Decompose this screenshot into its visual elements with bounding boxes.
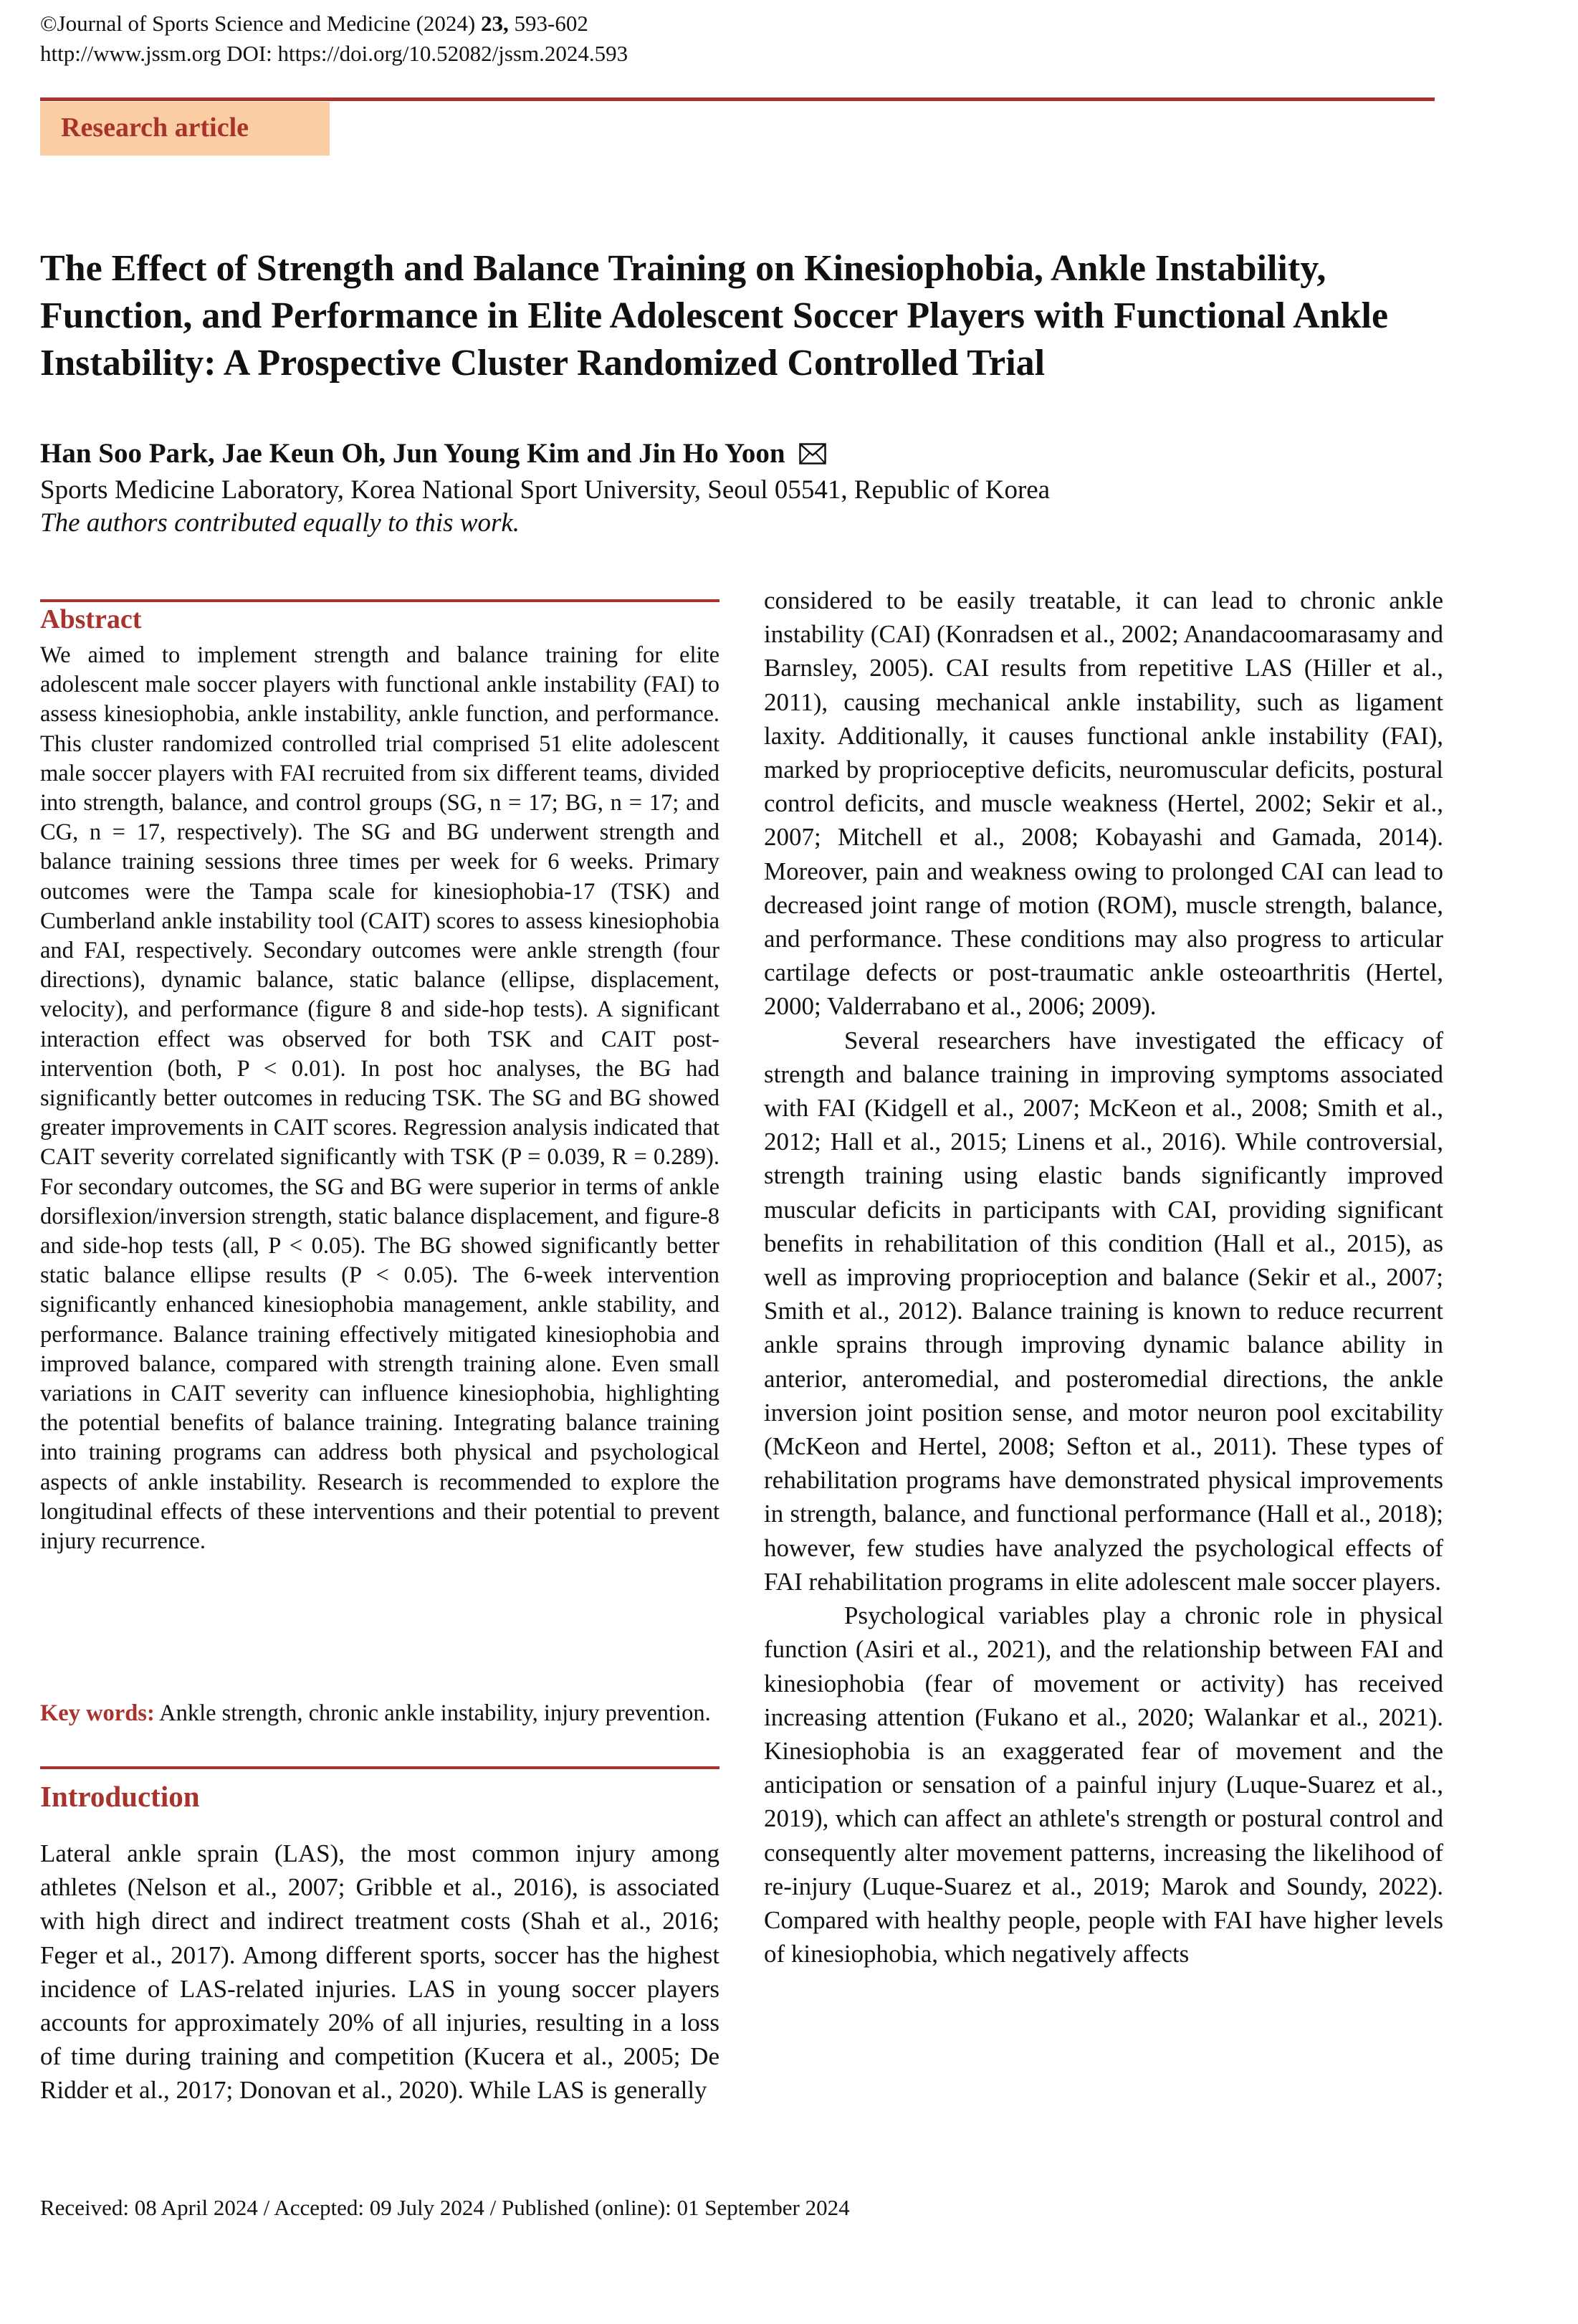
introduction-right-column — [764, 584, 1443, 1971]
keywords — [40, 1699, 719, 1728]
abstract-top-rule — [40, 599, 719, 602]
abstract-bottom-rule — [40, 1766, 719, 1769]
author-list — [40, 436, 826, 474]
introduction-paragraph-4: Psychological variables play a chronic role in physical function (Asiri et al., 2021), and the relationship between FAI and kinesiophobia (fear of movement or activity) has received increasing attention (Fukano et al., 2020; Walankar et al., 2021). Kinesiophobia is an exaggerated fear of movement and the anticipation or sensation of a painful injury (Luque-Suarez et al., 2019), which can affect an athlete's strength or postural control and consequently alter movement patterns, increasing the likelihood of re-injury (Luque-Suarez et al., 2019; Marok and Soundy, 2022). Compared with healthy people, people with FAI have higher levels of kinesiophobia, which negatively affects — [764, 1601, 1443, 1968]
header-rule — [40, 97, 1435, 101]
abstract-body — [40, 641, 719, 1556]
journal-volume: 23, — [481, 11, 509, 36]
introduction-heading: Introduction — [40, 1780, 200, 1813]
equal-contribution-note: The authors contributed equally to this work. — [40, 508, 520, 538]
journal-name: ©Journal of Sports Science and Medicine (2024) — [40, 11, 481, 36]
article-type-badge — [40, 102, 330, 156]
authors-text: Han Soo Park, Jae Keun Oh, Jun Young Kim and Jin Ho Yoon — [40, 438, 785, 469]
publication-dates: Received: 08 April 2024 / Accepted: 09 July 2024 / Published (online): 01 September 2024 — [40, 2195, 850, 2220]
journal-pages: 593-602 — [508, 11, 588, 36]
introduction-left-column — [40, 1837, 719, 2108]
journal-doi[interactable]: http://www.jssm.org DOI: https://doi.org/10.52082/jssm.2024.593 — [40, 41, 628, 66]
abstract-text: We aimed to implement strength and balance training for elite adolescent male soccer players with functional ankle instability (FAI) to assess kinesiophobia, ankle instability, ankle function, and performance. This cluster randomized controlled trial comprised 51 elite adolescent male soccer players with FAI recruited from six different teams, divided into strength, balance, and control groups (SG, n = 17; BG, n = 17; and CG, n = 17, respectively). The SG and BG underwent strength and balance training sessions three times per week for 6 weeks. Primary outcomes were the Tampa scale for kinesiophobia-17 (TSK) and Cumberland ankle instability tool (CAIT) scores to assess kinesiophobia and FAI, respectively. Secondary outcomes were ankle strength (four directions), dynamic balance, static balance (ellipse, displacement, velocity), and performance (figure 8 and side-hop tests). A significant interaction effect was observed for both TSK and CAIT post-intervention (both, P < 0.01). In post hoc analyses, the BG had significantly better outcomes in reducing TSK. The SG and BG showed greater improvements in CAIT scores. Regression analysis indicated that CAIT severity correlated significantly with TSK (P = 0.039, R = 0.289). For secondary outcomes, the SG and BG were superior in terms of ankle dorsiflexion/inversion strength, static balance displacement, and figure-8 and side-hop tests (all, P < 0.05). The BG showed significantly better static balance ellipse results (P < 0.05). The 6-week intervention significantly enhanced kinesiophobia management, ankle stability, and performance. Balance training effectively mitigated kinesiophobia and improved balance, compared with strength training alone. Even small variations in CAIT severity can influence kinesiophobia, highlighting the potential benefits of balance training. Integrating balance training into training programs can address both physical and psychological aspects of ankle instability. Research is recommended to explore the longitudinal effects of these interventions and their potential to prevent injury recurrence. — [40, 642, 719, 1555]
introduction-paragraph-2: considered to be easily treatable, it can lead to chronic ankle instability (CAI) (Konradsen et al., 2002; Anandacoomarasamy and Barnsley, 2005). CAI results from repetitive LAS (Hiller et al., 2011), causing mechanical ankle instability, such as ligament laxity. Additionally, it causes functional ankle instability (FAI), marked by proprioceptive deficits, neuromuscular deficits, postural control deficits, and muscle weakness (Hertel, 2002; Sekir et al., 2007; Mitchell et al., 2008; Kobayashi and Gamada, 2014). Moreover, pain and weakness owing to prolonged CAI can lead to decreased joint range of motion (ROM), muscle strength, balance, and performance. These conditions may also progress to articular cartilage defects or post-traumatic ankle osteoarthritis (Hertel, 2000; Valderrabano et al., 2006; 2009). — [764, 586, 1443, 1021]
article-type-label: Research article — [61, 113, 249, 143]
journal-line — [40, 9, 628, 39]
introduction-paragraph-3: Several researchers have investigated the efficacy of strength and balance training in improving symptoms associated with FAI (Kidgell et al., 2007; McKeon et al., 2008; Smith et al., 2012; Hall et al., 2015; Linens et al., 2016). While controversial, strength training using elastic bands significantly improved muscular deficits in participants with CAI, providing significant benefits in rehabilitation of this condition (Hall et al., 2015), as well as improving proprioception and balance (Sekir et al., 2007; Smith et al., 2012). Balance training is known to reduce recurrent ankle sprains through improving dynamic balance ability in anterior, anteromedial, and posteromedial directions, the ankle inversion joint position sense, and motor neuron pool excitability (McKeon and Hertel, 2008; Sefton et al., 2011). These types of rehabilitation programs have demonstrated physical improvements in strength, balance, and functional performance (Hall et al., 2018); however, few studies have analyzed the psychological effects of FAI rehabilitation programs in elite adolescent male soccer players. — [764, 1026, 1443, 1596]
keywords-label: Key words: — [40, 1700, 155, 1726]
keywords-text: Ankle strength, chronic ankle instability, injury prevention. — [154, 1700, 711, 1726]
paper-title: The Effect of Strength and Balance Training on Kinesiophobia, Ankle Instability, Function, and Performance in Elite Adolescent Soccer Players with Functional Ankle Instability: A Prospective Cluster Randomized Controlled Trial — [40, 248, 1389, 384]
abstract-heading: Abstract — [40, 604, 142, 634]
introduction-paragraph-1: Lateral ankle sprain (LAS), the most common injury among athletes (Nelson et al., 2007; Gribble et al., 2016), is associated with high direct and indirect treatment costs (Shah et al., 2016; Feger et al., 2017). Among different sports, soccer has the highest incidence of LAS-related injuries. LAS in young soccer players accounts for approximately 20% of all injuries, resulting in a loss of time during training and competition (Kucera et al., 2005; De Ridder et al., 2017; Donovan et al., 2020). While LAS is generally — [40, 1839, 719, 2105]
journal-citation — [40, 9, 628, 69]
affiliation: Sports Medicine Laboratory, Korea National Sport University, Seoul 05541, Republic of Korea — [40, 475, 1051, 505]
mail-icon[interactable] — [799, 438, 826, 474]
